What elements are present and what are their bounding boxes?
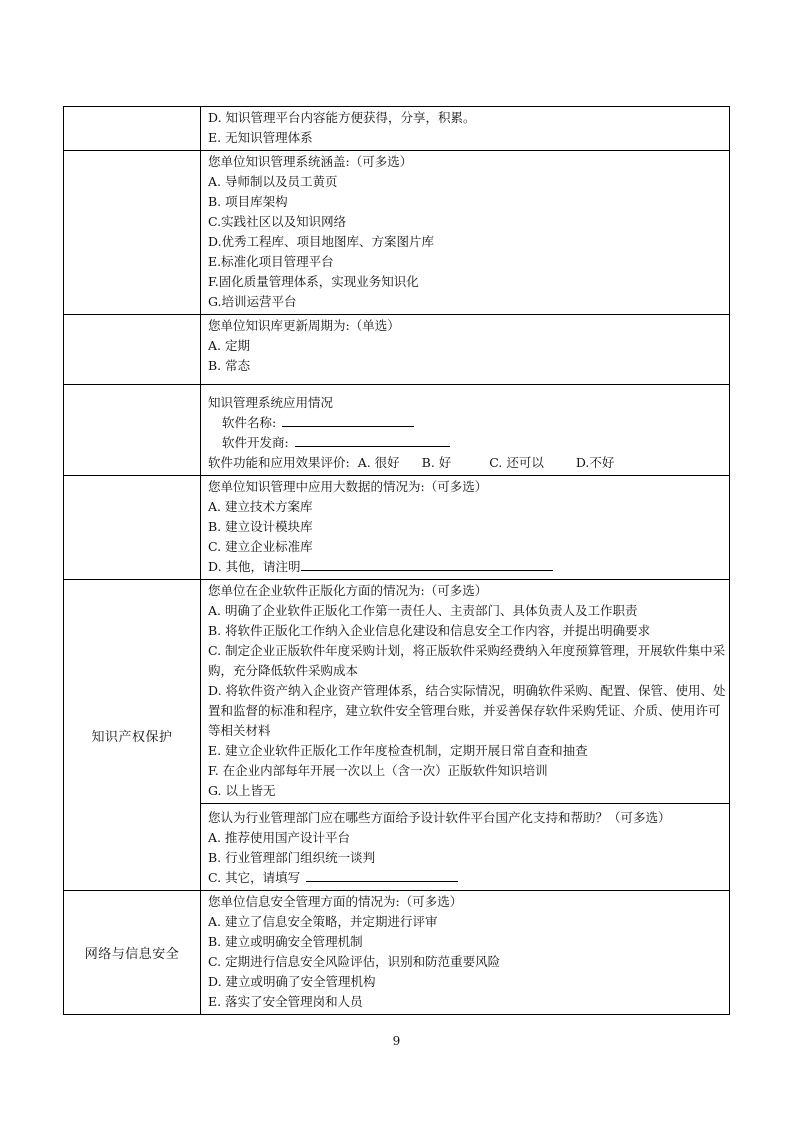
option-e: E. 建立企业软件正版化工作年度检查机制，定期开展日常自查和抽查 [208, 743, 588, 758]
question-ip-q1: 您单位在企业软件正版化方面的情况为:（可多选） [208, 583, 488, 598]
question-km-scope: 您单位知识管理系统涵盖:（可多选） [208, 154, 413, 169]
km-update-cell [201, 315, 730, 385]
option-g: G.培训运营平台 [208, 294, 297, 309]
option-f: F.固化质量管理体系，实现业务知识化 [208, 274, 419, 289]
software-name-line [208, 413, 729, 433]
option-a: A. 建立技术方案库 [208, 499, 313, 514]
eval-option-b[interactable]: B. 好 [421, 455, 452, 470]
km-platform-cell [201, 107, 730, 151]
row-security [64, 891, 730, 1015]
other-input[interactable] [301, 557, 553, 571]
option-d: D.优秀工程库、项目地图库、方案图片库 [208, 234, 435, 249]
category-cell-empty [64, 151, 201, 315]
option-d: D. 建立或明确了安全管理机构 [208, 974, 376, 989]
option-d: D. 将软件资产纳入企业资产管理体系，结合实际情况，明确软件采购、配置、保管、使用、处置和监督的标准和程序，建立软件安全管理台账，并妥善保存软件采购凭证、介质、使用许可等相关材料 [208, 683, 726, 738]
option-d-other [208, 557, 729, 577]
software-name-input[interactable] [282, 413, 414, 427]
category-ip-protection: 知识产权保护 [64, 580, 201, 891]
software-dev-label: 软件开发商: [222, 435, 289, 450]
question-ip-q2: 您认为行业管理部门应在哪些方面给予设计软件平台国产化支持和帮助？（可多选） [208, 810, 671, 825]
category-cell-empty [64, 107, 201, 151]
km-software-title: 知识管理系统应用情况 [208, 395, 334, 410]
option-a: A. 导师制以及员工黄页 [208, 174, 338, 189]
option-f: F. 在企业内部每年开展一次以上（含一次）正版软件知识培训 [208, 763, 548, 778]
other-input[interactable] [306, 868, 458, 882]
software-dev-line [208, 433, 729, 453]
software-eval-label: 软件功能和应用效果评价: [208, 455, 350, 470]
row-km-bigdata [64, 476, 730, 580]
option-c: C.实践社区以及知识网络 [208, 214, 347, 229]
option-d: D. 知识管理平台内容能方便获得，分享，积累。 [208, 110, 476, 125]
option-b: B. 将软件正版化工作纳入企业信息化建设和信息安全工作内容，并提出明确要求 [208, 623, 651, 638]
km-scope-cell [201, 151, 730, 315]
option-c-other [208, 868, 729, 888]
option-c: C. 制定企业正版软件年度采购计划，将正版软件采购经费纳入年度预算管理，开展软件集中采购，充分降低软件采购成本 [208, 643, 726, 678]
question-km-update: 您单位知识库更新周期为:（单选） [208, 318, 400, 333]
software-dev-input[interactable] [295, 433, 450, 447]
eval-option-a[interactable]: A. 很好 [357, 455, 400, 470]
other-label: C. 其它，请填写 [208, 870, 301, 885]
software-name-label: 软件名称: [222, 415, 277, 430]
security-cell [201, 891, 730, 1015]
category-cell-empty [64, 476, 201, 580]
row-km-platform-tail [64, 107, 730, 151]
row-ip-q1 [64, 580, 730, 804]
option-c: C. 定期进行信息安全风险评估，识别和防范重要风险 [208, 954, 501, 969]
option-b: B. 项目库架构 [208, 194, 288, 209]
question-km-bigdata: 您单位知识管理中应用大数据的情况为:（可多选） [208, 479, 488, 494]
option-a: A. 明确了企业软件正版化工作第一责任人、主责部门、具体负责人及工作职责 [208, 603, 638, 618]
category-network-security: 网络与信息安全 [64, 891, 201, 1015]
eval-option-d[interactable]: D.不好 [575, 455, 615, 470]
survey-table [63, 106, 730, 1015]
ip-q1-cell [201, 580, 730, 804]
row-km-system-scope [64, 151, 730, 315]
option-c: C. 建立企业标准库 [208, 539, 313, 554]
page-number: 9 [392, 1034, 401, 1048]
option-e: E. 无知识管理体系 [208, 130, 313, 145]
row-km-update-cycle [64, 315, 730, 385]
software-eval-line [208, 453, 729, 473]
category-cell-empty [64, 315, 201, 385]
option-b: B. 建立设计模块库 [208, 519, 313, 534]
question-security: 您单位信息安全管理方面的情况为:（可多选） [208, 894, 463, 909]
option-g: G. 以上皆无 [208, 783, 276, 798]
km-software-cell [201, 385, 730, 476]
km-bigdata-cell [201, 476, 730, 580]
option-b: B. 行业管理部门组织统一谈判 [208, 850, 376, 865]
option-a: A. 建立了信息安全策略，并定期进行评审 [208, 914, 438, 929]
row-km-software [64, 385, 730, 476]
eval-option-c[interactable]: C. 还可以 [489, 455, 544, 470]
option-e: E. 落实了安全管理岗和人员 [208, 994, 363, 1009]
option-b: B. 建立或明确安全管理机制 [208, 934, 363, 949]
option-a: A. 推荐使用国产设计平台 [208, 830, 350, 845]
ip-q2-cell [201, 804, 730, 891]
option-e: E.标准化项目管理平台 [208, 254, 334, 269]
category-cell-empty [64, 385, 201, 476]
option-a: A. 定期 [208, 338, 250, 353]
option-b: B. 常态 [208, 358, 251, 373]
other-label: D. 其他，请注明 [208, 559, 301, 574]
